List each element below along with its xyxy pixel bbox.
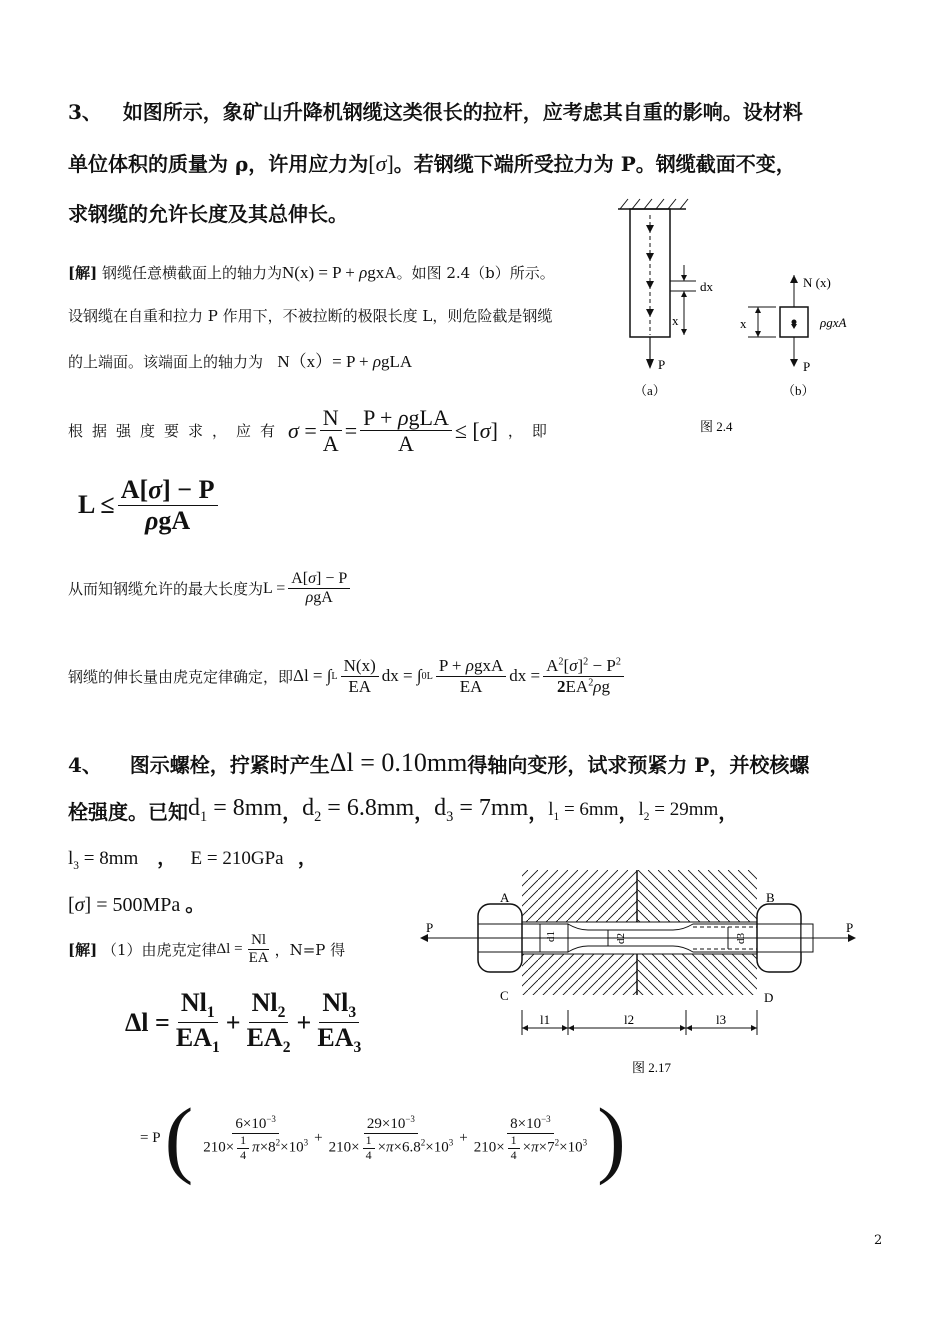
solution3-line2: 设钢缆在自重和拉力 P 作用下，不被拉断的极限长度 L，则危险截是钢缆 (68, 307, 553, 325)
problem3-line1: 3、 如图所示，象矿山升降机钢缆这类很长的拉杆，应考虑其自重的影响。设材料 (68, 100, 803, 124)
bolt-d2: d2 (615, 933, 627, 944)
fig-b-P: P (803, 359, 811, 374)
fig-2-17-caption: 图 2.17 (632, 1060, 672, 1075)
bolt-A: A (500, 890, 510, 905)
bolt-P-right: P (846, 920, 854, 935)
fig-a-P: P (658, 357, 666, 372)
strength-requirement: 根据强度要求，应有 σ = $\frac{N}{A}$ = $\frac{\text{P + ρgLA}}{A}$ ≤ [ σ ] ，即 (68, 405, 556, 457)
bolt-l1: l1 (540, 1012, 551, 1027)
bolt-d1: d1 (545, 931, 557, 942)
solution3-line3: 的上端面。该端面上的轴力为 N（x）= P + ρgLA (68, 352, 413, 371)
bolt-C: C (500, 988, 509, 1003)
bolt-D: D (764, 990, 774, 1005)
bolt-l3: l3 (716, 1012, 727, 1027)
problem3-line3: 求钢缆的允许长度及其总伸长。 (68, 202, 348, 226)
figure-2-4 (600, 195, 890, 445)
max-length: 从而知钢缆允许的最大长度为 L = $\frac{A[\sigma] - P}{\text{ρgA}}$ (68, 570, 353, 608)
fig-a-caption: （a） (634, 383, 666, 398)
problem4-line4: [σ] = 500MPa 。 (68, 894, 206, 916)
fig-rho-label: ρgxA (820, 315, 847, 330)
elongation: 钢缆的伸长量由虎克定律确定，即 Δl = ∫ L $\frac{N(x)}{EA}$ dx = ∫ 0 L $\frac{\text{P + ρgxA}}{EA}$ dx = $\frac{A^2[\sigma]^2 - P^2}{2EA^2\rho g}$ (68, 656, 627, 696)
fig-b-caption: （b） (782, 383, 815, 398)
bolt-B: B (766, 890, 775, 905)
page-number: 2 (874, 1233, 883, 1248)
solution3-line1: [解] 钢缆任意横截面上的轴力为N(x) = P + ρgxA。如图 2.4（b）所示。 (68, 263, 555, 282)
problem4-line2: 栓强度。已知 $d_1 = 8mm$ ， $d_2 = 6.8mm$ ， $d_3 = 7mm$ ， $l_1 = 6mm$ ， $l_2 = 29mm$ ， (68, 795, 739, 825)
elongation-sum: Δl = $\frac{Nl_1}{EA_1}$ + $\frac{Nl_2}{EA_2}$ + $\frac{Nl_3}{EA_3}$ (125, 988, 362, 1057)
problem4-line1: 4、 图示螺栓，拧紧时产生 Δl = 0.10mm 得轴向变形，试求预紧力 P，并校核螺 (68, 748, 810, 777)
bolt-P-left: P (426, 920, 434, 935)
figure-2-17 (418, 860, 868, 1080)
fig-x-label: x (672, 313, 679, 328)
fig-Nx-label: N (x) (803, 275, 831, 290)
fig-2-4-caption: 图 2.4 (700, 419, 733, 434)
problem4-line3: $l_3 = 8mm$ ， E = 210GPa ， (68, 848, 317, 872)
length-inequality: L ≤ $\frac{A[\sigma] - P}{\text{ρgA}}$ (78, 475, 221, 536)
fig-b-x: x (740, 316, 747, 331)
problem3-line2: 单位体积的质量为 ρ，许用应力为[σ]。若钢缆下端所受拉力为 P。钢缆截面不变， (68, 151, 796, 176)
solution4-line1: [解] （1）由虎克定律 Δl = $\frac{Nl}{EA}$ ，N=P 得 (68, 932, 346, 967)
numeric-expression: = P ( $6\times 10^{-3}$ 210× $\frac{1}{4}$ $\pi\times 8^2\times 10^3$ + $29\times 10^{-3}$ 210× $\frac{1}{4}$ $\times\pi\times 6.8^2\times 10^3$ + $8\times 10^{-3}$ 210× $\frac{1}{4}$ $\times\pi\times 7^2\times 10^3$ ) (140, 1090, 626, 1186)
bolt-l2: l2 (624, 1012, 635, 1027)
bolt-d3: d3 (735, 933, 747, 944)
fig-dx-label: dx (700, 279, 713, 294)
